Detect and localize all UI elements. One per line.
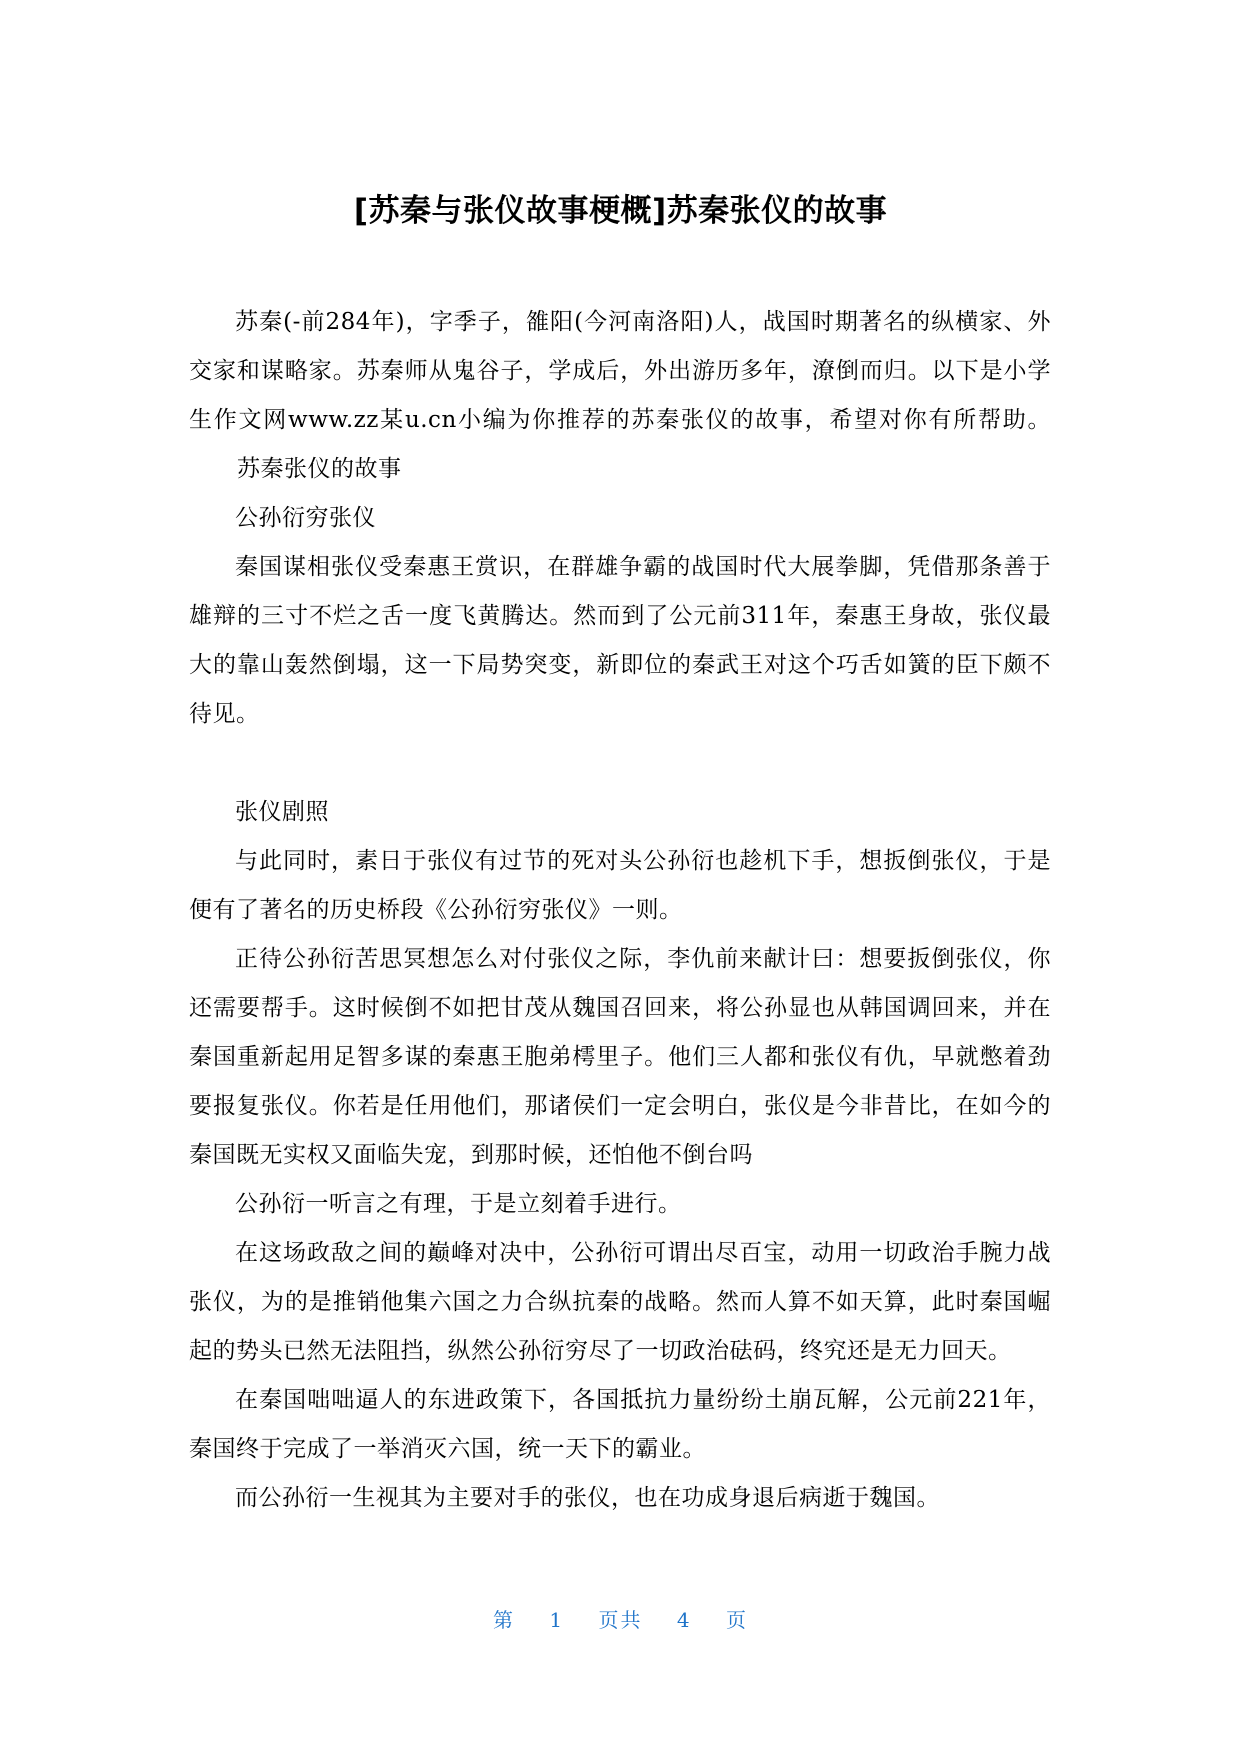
intro-paragraph: [189, 298, 1051, 494]
footer-current-page: 1: [549, 1608, 565, 1632]
paragraph-5: 在这场政敌之间的巅峰对决中，公孙衍可谓出尽百宝，动用一切政治手腕力战张仪，为的是推销他集六国之力合纵抗秦的战略。然而人算不如天算，此时秦国崛起的势头已然无法阻挡，纵然公孙衍穷尽了一切政治砝码，终究还是无力回天。: [189, 1240, 1051, 1364]
section-heading-1: 公孙衍穷张仪: [235, 505, 376, 531]
paragraph-2: 与此同时，素日于张仪有过节的死对头公孙衍也趁机下手，想扳倒张仪，于是便有了著名的历史桥段《公孙衍穷张仪》一则。: [189, 848, 1051, 923]
footer-total-pages: 4: [676, 1608, 692, 1632]
paragraph-7: 而公孙衍一生视其为主要对手的张仪，也在功成身退后病逝于魏国。: [235, 1485, 940, 1511]
footer-label-total: 页共: [598, 1608, 643, 1632]
footer-label-page: 第: [493, 1608, 516, 1632]
paragraph-gap: [189, 739, 1051, 788]
footer-label-end: 页: [725, 1608, 748, 1632]
paragraph-3: 正待公孙衍苦思冥想怎么对付张仪之际，李仇前来献计曰：想要扳倒张仪，你还需要帮手。这时候倒不如把甘茂从魏国召回来，将公孙显也从韩国调回来，并在秦国重新起用足智多谋的秦惠王胞弟樗里子。他们三人都和张仪有仇，早就憋着劲要报复张仪。你若是任用他们，那诸侯们一定会明白，张仪是今非昔比，在如今的秦国既无实权又面临失宠，到那时候，还怕他不倒台吗: [189, 946, 1051, 1168]
paragraph-4: 公孙衍一听言之有理，于是立刻着手进行。: [235, 1191, 682, 1217]
section-heading-2: 张仪剧照: [235, 799, 329, 825]
paragraph-1: 秦国谋相张仪受秦惠王赏识，在群雄争霸的战国时代大展拳脚，凭借那条善于雄辩的三寸不烂之舌一度飞黄腾达。然而到了公元前311年，秦惠王身故，张仪最大的靠山轰然倒塌，这一下局势突变，新即位的秦武王对这个巧舌如簧的臣下颇不待见。: [189, 554, 1051, 727]
document-body: [189, 298, 1051, 1523]
intro-text: 苏秦(-前284年)，字季子，雒阳(今河南洛阳)人，战国时期著名的纵横家、外交家和谋略家。苏秦师从鬼谷子，学成后，外出游历多年，潦倒而归。以下是小学生作文网www.zz某u.cn小编为你推荐的苏秦张仪的故事，希望对你有所帮助。: [189, 309, 1051, 433]
page-footer: [0, 1605, 1241, 1635]
paragraph-6: 在秦国咄咄逼人的东进政策下，各国抵抗力量纷纷土崩瓦解，公元前221年，秦国终于完成了一举消灭六国，统一天下的霸业。: [189, 1387, 1051, 1462]
document-title: [苏秦与张仪故事梗概]苏秦张仪的故事: [353, 193, 888, 229]
intro-heading: 苏秦张仪的故事: [237, 456, 402, 482]
